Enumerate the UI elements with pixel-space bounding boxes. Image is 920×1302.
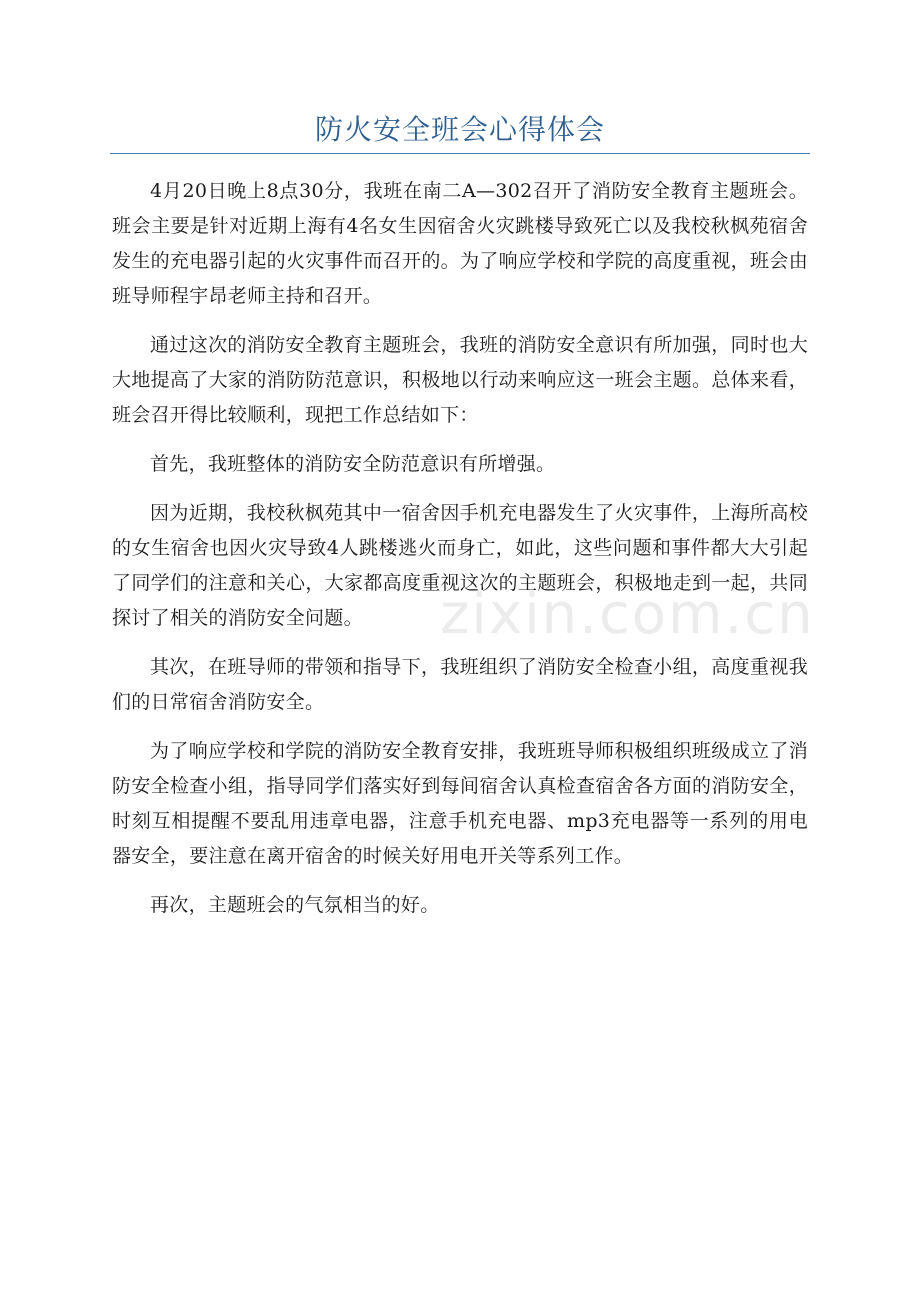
document-body (112, 174, 808, 937)
paragraph-3: 首先，我班整体的消防安全防范意识有所增强。 (150, 453, 556, 475)
document-title: 防火安全班会心得体会 (314, 113, 605, 146)
paragraph-2: 通过这次的消防安全教育主题班会，我班的消防安全意识有所加强，同时也大大地提高了大家的消防防范意识，积极地以行动来响应这一班会主题。总体来看，班会召开得比较顺利，现把工作总结如下： (112, 334, 808, 426)
paragraph-4: 因为近期，我校秋枫苑其中一宿舍因手机充电器发生了火灾事件，上海所高校的女生宿舍也因火灾导致4人跳楼逃火而身亡，如此，这些问题和事件都大大引起了同学们的注意和关心，大家都高度重视这次的主题班会，积极地走到一起，共同探讨了相关的消防安全问题。 (112, 502, 808, 629)
paragraph-6: 为了响应学校和学院的消防安全教育安排，我班班导师积极组织班级成立了消防安全检查小组，指导同学们落实好到每间宿舍认真检查宿舍各方面的消防安全，时刻互相提醒不要乱用违章电器，注意手机充电器、mp3充电器等一系列的用电器安全，要注意在离开宿舍的时候关好用电开关等系列工作。 (112, 740, 808, 867)
paragraph-7: 再次，主题班会的气氛相当的好。 (150, 894, 440, 916)
watermark: zixin.com.cn (440, 582, 815, 647)
paragraph-1: 4月20日晚上8点30分，我班在南二A—302召开了消防安全教育主题班会。班会主要是针对近期上海有4名女生因宿舍火灾跳楼导致死亡以及我校秋枫苑宿舍发生的充电器引起的火灾事件而召开的。为了响应学校和学院的高度重视，班会由班导师程宇昂老师主持和召开。 (112, 180, 808, 307)
paragraph-5: 其次，在班导师的带领和指导下，我班组织了消防安全检查小组，高度重视我们的日常宿舍消防安全。 (112, 656, 808, 713)
title-underline (110, 153, 810, 154)
